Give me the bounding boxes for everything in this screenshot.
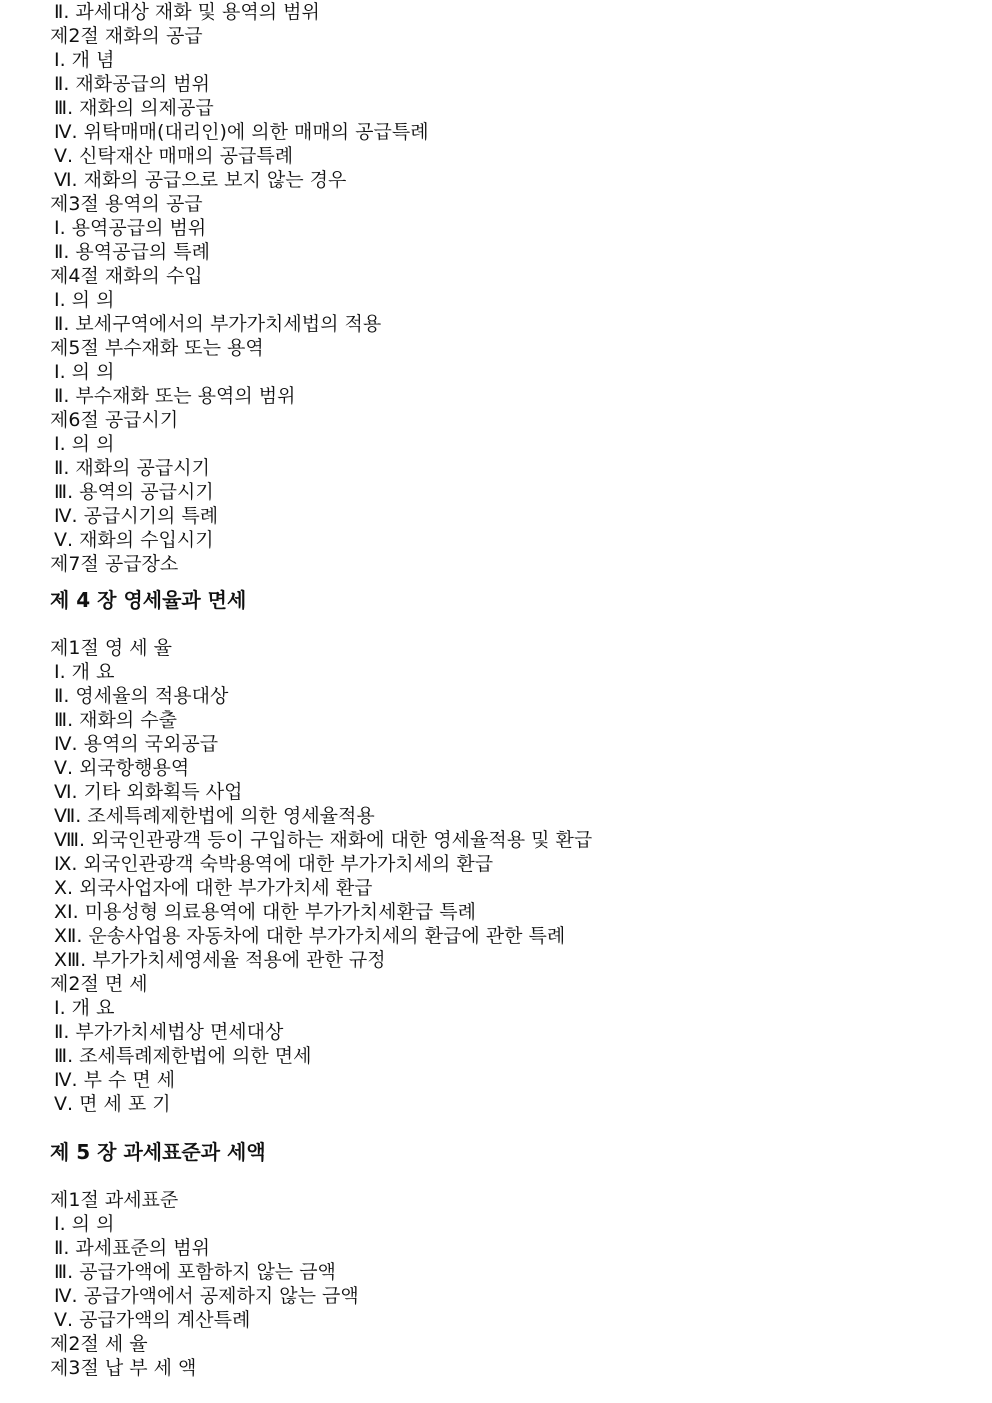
list-item: Ⅶ. 조세특례제한법에 의한 영세율적용 xyxy=(54,805,375,827)
list-item: Ⅰ. 의 의 xyxy=(54,1213,115,1235)
list-item: Ⅰ. 의 의 xyxy=(54,361,115,383)
list-item: Ⅱ. 보세구역에서의 부가가치세법의 적용 xyxy=(54,313,382,335)
list-item: Ⅳ. 용역의 국외공급 xyxy=(54,733,219,755)
list-item: Ⅱ. 부가가치세법상 면세대상 xyxy=(54,1021,284,1043)
section-heading: 제1절 과세표준 xyxy=(50,1189,179,1211)
list-item: Ⅰ. 개 념 xyxy=(54,49,115,71)
section-heading: 제6절 공급시기 xyxy=(50,409,179,431)
list-item: Ⅷ. 외국인관광객 등이 구입하는 재화에 대한 영세율적용 및 환급 xyxy=(54,829,593,851)
chapter-heading: 제 5 장 과세표준과 세액 xyxy=(50,1140,266,1164)
list-item: Ⅰ. 개 요 xyxy=(54,661,115,683)
list-item: Ⅱ. 과세표준의 범위 xyxy=(54,1237,210,1259)
list-item: Ⅰ. 개 요 xyxy=(54,997,115,1019)
section-heading: 제2절 세 율 xyxy=(50,1333,148,1355)
list-item: Ⅰ. 용역공급의 범위 xyxy=(54,217,207,239)
section-heading: 제2절 면 세 xyxy=(50,973,148,995)
list-item: Ⅱ. 재화공급의 범위 xyxy=(54,73,210,95)
list-item: Ⅱ. 영세율의 적용대상 xyxy=(54,685,229,707)
list-item: Ⅴ. 재화의 수입시기 xyxy=(54,529,214,551)
table-of-contents xyxy=(50,0,970,1380)
list-item: Ⅵ. 재화의 공급으로 보지 않는 경우 xyxy=(54,169,347,191)
list-item: Ⅱ. 과세대상 재화 및 용역의 범위 xyxy=(54,1,320,23)
list-item: ⅩⅡ. 운송사업용 자동차에 대한 부가가치세의 환급에 관한 특례 xyxy=(54,925,566,947)
list-item: Ⅲ. 조세특례제한법에 의한 면세 xyxy=(54,1045,312,1067)
list-item: Ⅱ. 재화의 공급시기 xyxy=(54,457,210,479)
list-item: Ⅱ. 부수재화 또는 용역의 범위 xyxy=(54,385,296,407)
list-item: Ⅱ. 용역공급의 특례 xyxy=(54,241,210,263)
section-heading: 제7절 공급장소 xyxy=(50,553,179,575)
list-item: Ⅸ. 외국인관광객 숙박용역에 대한 부가가치세의 환급 xyxy=(54,853,494,875)
list-item: Ⅲ. 공급가액에 포함하지 않는 금액 xyxy=(54,1261,336,1283)
section-heading: 제1절 영 세 율 xyxy=(50,637,172,659)
list-item: Ⅹ. 외국사업자에 대한 부가가치세 환급 xyxy=(54,877,373,899)
section-heading: 제4절 재화의 수입 xyxy=(50,265,203,287)
list-item: ⅩⅢ. 부가가치세영세율 적용에 관한 규정 xyxy=(54,949,386,971)
section-heading: 제3절 납 부 세 액 xyxy=(50,1357,197,1379)
chapter-heading: 제 4 장 영세율과 면세 xyxy=(50,588,247,612)
list-item: Ⅴ. 신탁재산 매매의 공급특례 xyxy=(54,145,294,167)
list-item: Ⅲ. 재화의 의제공급 xyxy=(54,97,214,119)
list-item: Ⅴ. 외국항행용역 xyxy=(54,757,190,779)
list-item: Ⅰ. 의 의 xyxy=(54,289,115,311)
list-item: Ⅳ. 공급시기의 특례 xyxy=(54,505,219,527)
list-item: Ⅳ. 위탁매매(대리인)에 의한 매매의 공급특례 xyxy=(54,121,429,143)
list-item: Ⅲ. 용역의 공급시기 xyxy=(54,481,214,503)
section-heading: 제2절 재화의 공급 xyxy=(50,25,203,47)
list-item: ⅩⅠ. 미용성형 의료용역에 대한 부가가치세환급 특례 xyxy=(54,901,476,923)
list-item: Ⅴ. 면 세 포 기 xyxy=(54,1093,171,1115)
list-item: Ⅵ. 기타 외화획득 사업 xyxy=(54,781,243,803)
list-item: Ⅳ. 공급가액에서 공제하지 않는 금액 xyxy=(54,1285,359,1307)
list-item: Ⅰ. 의 의 xyxy=(54,433,115,455)
section-heading: 제3절 용역의 공급 xyxy=(50,193,203,215)
list-item: Ⅲ. 재화의 수출 xyxy=(54,709,177,731)
list-item: Ⅳ. 부 수 면 세 xyxy=(54,1069,176,1091)
list-item: Ⅴ. 공급가액의 계산특례 xyxy=(54,1309,251,1331)
section-heading: 제5절 부수재화 또는 용역 xyxy=(50,337,264,359)
